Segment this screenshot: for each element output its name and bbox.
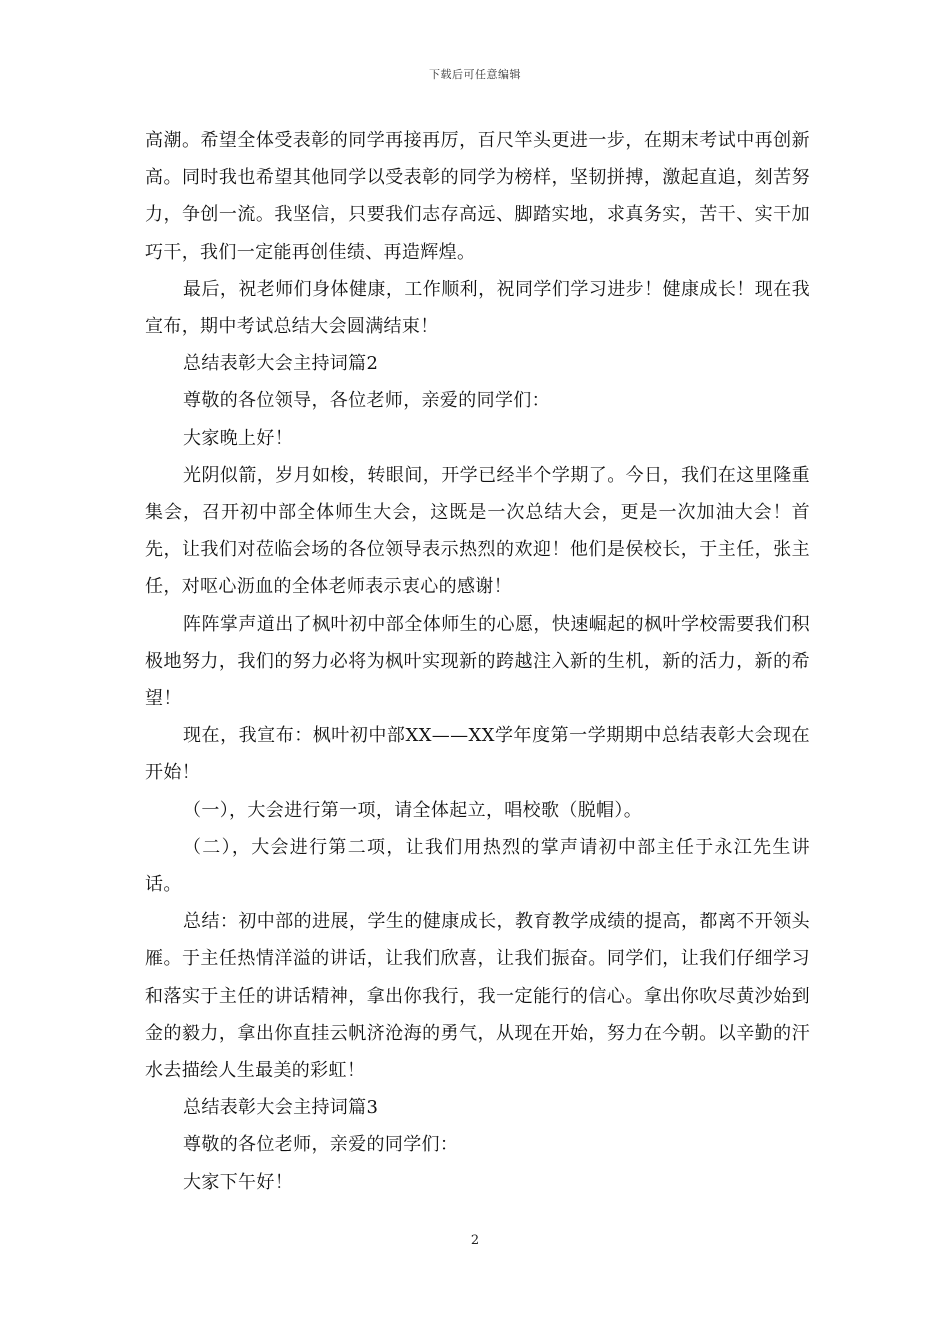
paragraph: 现在，我宣布：枫叶初中部XX——XX学年度第一学期期中总结表彰大会现在开始！	[145, 725, 810, 784]
paragraph: 高潮。希望全体受表彰的同学再接再厉，百尺竿头更进一步，在期末考试中再创新高。同时我也希望其他同学以受表彰的同学为榜样，坚韧拼搏，激起直追，刻苦努力，争创一流。我坚信，只要我们志存高远、脚踏实地，求真务实，苦干、实干加巧干，我们一定能再创佳绩、再造辉煌。	[145, 130, 810, 263]
salutation: 尊敬的各位领导，各位老师，亲爱的同学们：	[183, 390, 550, 412]
paragraph: 光阴似箭，岁月如梭，转眼间，开学已经半个学期了。今日，我们在这里隆重集会，召开初中部全体师生大会，这既是一次总结大会，更是一次加油大会！首先，让我们对莅临会场的各位领导表示热烈的欢迎！他们是侯校长，于主任，张主任，对呕心沥血的全体老师表示衷心的感谢！	[145, 464, 810, 598]
agenda-item: （二），大会进行第二项，让我们用热烈的掌声请初中部主任于永江先生讲话。	[145, 836, 810, 896]
paragraph: 总结：初中部的进展，学生的健康成长，教育教学成绩的提高，都离不开领头雁。于主任热情洋溢的讲话，让我们欣喜，让我们振奋。同学们，让我们仔细学习和落实于主任的讲话精神，拿出你我行，我一定能行的信心。拿出你吹尽黄沙始到金的毅力，拿出你直挂云帆济沧海的勇气，从现在开始，努力在今朝。以辛勤的汗水去描绘人生最美的彩虹！	[145, 911, 810, 1082]
greeting: 大家下午好！	[183, 1171, 294, 1193]
section-title: 总结表彰大会主持词篇2	[183, 353, 379, 375]
page-number: 2	[470, 1233, 480, 1248]
salutation: 尊敬的各位老师，亲爱的同学们：	[183, 1134, 459, 1156]
agenda-item: （一），大会进行第一项，请全体起立，唱校歌（脱帽）。	[183, 799, 643, 821]
greeting: 大家晚上好！	[183, 427, 294, 449]
page-header: 下载后可任意编辑	[429, 68, 521, 81]
document-body	[145, 122, 810, 1201]
paragraph: 最后，祝老师们身体健康，工作顺利，祝同学们学习进步！健康成长！现在我宣布，期中考试总结大会圆满结束！	[145, 278, 810, 338]
paragraph: 阵阵掌声道出了枫叶初中部全体师生的心愿，快速崛起的枫叶学校需要我们积极地努力，我们的努力必将为枫叶实现新的跨越注入新的生机，新的活力，新的希望！	[145, 613, 810, 710]
section-title: 总结表彰大会主持词篇3	[183, 1097, 379, 1119]
